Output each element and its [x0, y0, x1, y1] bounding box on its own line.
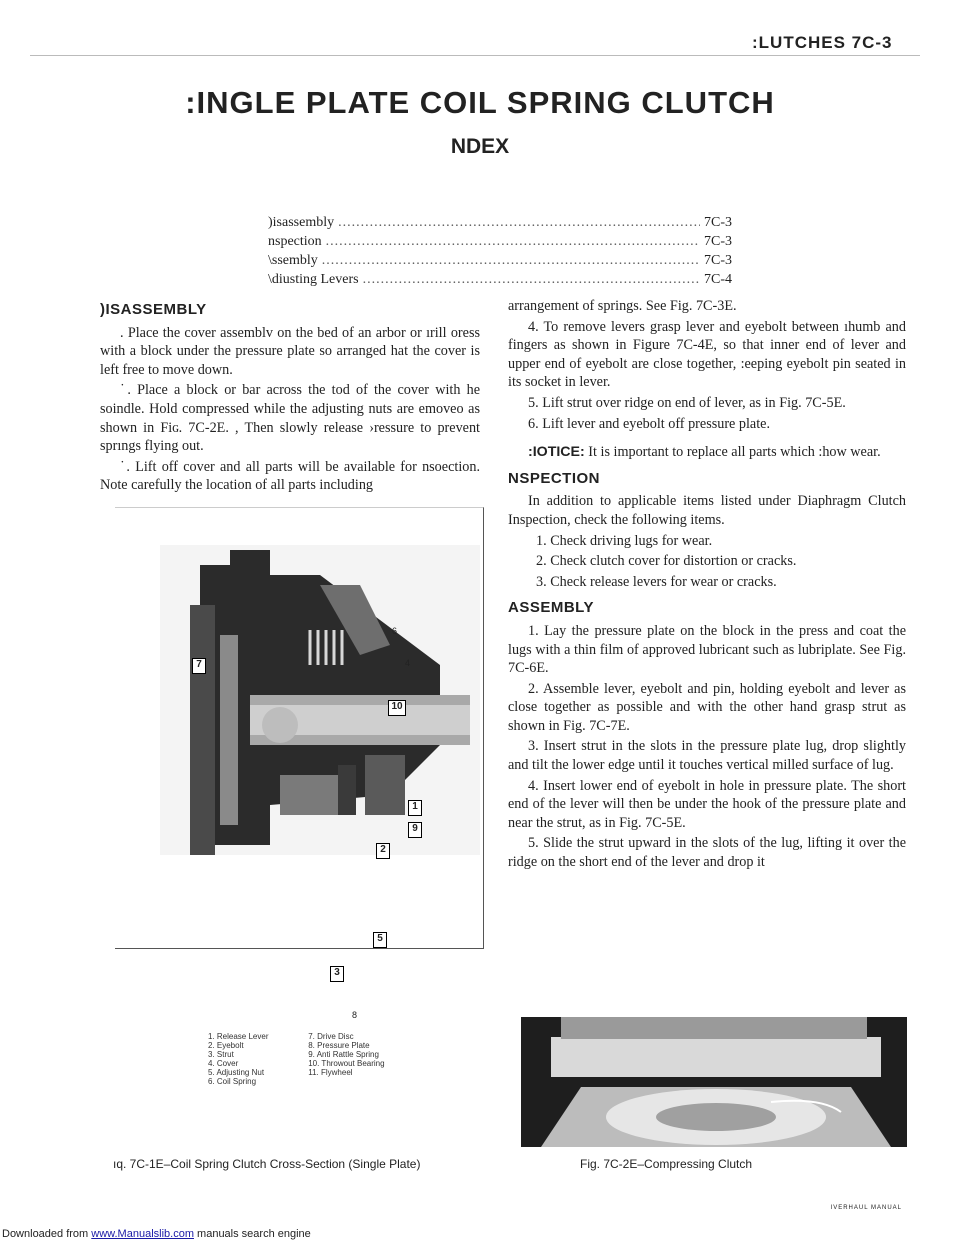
- index-entry[interactable]: [268, 253, 748, 272]
- footer-suffix: manuals search engine: [193, 1228, 311, 1240]
- legend-item: 10. Throwout Bearing: [308, 1059, 385, 1068]
- paragraph: 4. To remove levers grasp lever and eyebolt between ıhumb and fingers as shown in Figure 7C-4E, so that inner end of lever and upper end of eyebolt are close together, :eeping eyebolt pin seated in its socket in lever.: [508, 318, 906, 391]
- legend-item: 8. Pressure Plate: [308, 1041, 370, 1050]
- leader-dots: [326, 234, 700, 250]
- list-item: 4. Insert lower end of eyebolt in hole in pressure plate. The short end of the lever will then be under the hook of the pressure plate and near the strut, as in Fig. 7C-5E.: [508, 777, 906, 831]
- figure-legend: [208, 1032, 406, 1086]
- legend-item: 2. Eyebolt: [208, 1041, 244, 1050]
- list-item: 2. Assemble lever, eyebolt and pin, holding eyebolt and lever as close together as possible and with the other hand grasp strut as shown in Fig. 7C-7E.: [508, 680, 906, 734]
- index-entry-label: \diusting Levers: [268, 272, 359, 287]
- index-entry[interactable]: [268, 215, 748, 234]
- list-item: 5. Slide the strut upward in the slots of the lug, lifting it over the ridge on the short end of the lever and drop it: [508, 835, 906, 871]
- notice: [508, 443, 906, 462]
- notice-text: It is important to replace all parts which :how wear.: [584, 444, 881, 461]
- paragraph: ˙. Place a block or bar across the tod of the cover with he soindle. Hold compressed while the adjusting nuts are emoveo as shown in Fiɢ. 7C-2E. , Then slowly release ›ressure to prevent sprıngs flying out.: [100, 382, 480, 455]
- legend-item: 7. Drive Disc: [308, 1032, 354, 1041]
- callout-9: 9: [408, 822, 422, 838]
- list-item: 1. Lay the pressure plate on the block in the press and coat the lugs with a thin film of approved lubricant such as lubriplate. See Fig. 7C-6E.: [508, 622, 906, 677]
- legend-item: 5. Adjusting Nut: [208, 1068, 265, 1077]
- download-footer: [2, 1228, 311, 1240]
- legend-item: 1. Release Lever: [208, 1032, 269, 1041]
- leader-dots: [338, 215, 700, 231]
- header-rule: [30, 55, 920, 56]
- disassembly-section: [100, 297, 480, 497]
- callout-4: 4: [405, 658, 411, 668]
- callout-1: 1: [408, 800, 422, 816]
- index-list: [268, 215, 748, 291]
- paragraph: . Place the cover assemblv on the bed of an arbor or ırill oress with a block under the pressure plate so arranged hat the cover is left free to move down.: [100, 324, 480, 378]
- compressing-clutch-photo: [521, 1017, 907, 1147]
- paragraph: 6. Lift lever and eyebolt off pressure plate.: [528, 415, 771, 432]
- index-entry[interactable]: [268, 234, 748, 253]
- figure1-caption: ıq. 7C-1E–Coil Spring Clutch Cross-Section (Single Plate): [113, 1157, 421, 1171]
- legend-left: [208, 1032, 306, 1086]
- figure2-caption: Fig. 7C-2E–Compressing Clutch: [580, 1157, 753, 1171]
- callout-11: 11: [205, 935, 215, 945]
- paragraph: ˙. Lift off cover and all parts will be available for nsoection. Note carefully the location of all parts including: [100, 458, 480, 494]
- index-entry-label: nspection: [268, 234, 322, 249]
- index-entry-page: 7C-3: [704, 234, 732, 249]
- list-item: 2. Check clutch cover for distortion or cracks.: [536, 553, 797, 570]
- legend-item: 3. Strut: [208, 1050, 234, 1059]
- callout-3: 3: [330, 966, 344, 982]
- index-entry[interactable]: [268, 272, 748, 291]
- right-column: [508, 297, 906, 874]
- footer-prefix: Downloaded from: [2, 1228, 92, 1240]
- legend-item: 9. Anti Rattle Spring: [308, 1050, 379, 1059]
- list-item: 3. Check release levers for wear or cracks.: [536, 573, 777, 590]
- manualslib-link[interactable]: www.Manualslib.com: [91, 1228, 194, 1240]
- paragraph: arrangement of springs. See Fig. 7C-3E.: [508, 298, 737, 314]
- assembly-heading: ASSEMBLY: [508, 599, 594, 617]
- paragraph: In addition to applicable items listed under Diaphragm Clutch Inspection, check the following items.: [508, 493, 906, 528]
- legend-item: 4. Cover: [208, 1059, 239, 1068]
- manual-footer: IVERHAUL MANUAL: [830, 1205, 902, 1211]
- callout-6: 6: [392, 626, 398, 636]
- callout-7: 7: [192, 658, 206, 674]
- callout-10: 10: [388, 700, 406, 716]
- list-item: 3. Insert strut in the slots in the pressure plate lug, drop slightly and tilt the lower edge until it touches vertical milled surface of lug.: [508, 738, 906, 774]
- section-header: :LUTCHES 7C-3: [752, 33, 893, 52]
- inspection-heading: NSPECTION: [508, 469, 601, 487]
- callout-8: 8: [352, 1010, 358, 1020]
- clutch-cross-section-image: [160, 545, 480, 855]
- index-title: NDEX: [450, 135, 510, 158]
- index-entry-label: \ssembly: [268, 253, 318, 268]
- legend-item: 6. Coil Spring: [208, 1077, 257, 1086]
- legend-item: 11. Flywheel: [308, 1068, 353, 1077]
- callout-2: 2: [376, 843, 390, 859]
- index-entry-page: 7C-3: [704, 253, 732, 268]
- disassembly-heading: )ISASSEMBLY: [100, 301, 207, 318]
- list-item: 1. Check driving lugs for wear.: [536, 532, 713, 549]
- leader-dots: [322, 253, 700, 269]
- page-title: :INGLE PLATE COIL SPRING CLUTCH: [185, 85, 775, 120]
- legend-right: [308, 1032, 406, 1077]
- callout-5: 5: [373, 932, 387, 948]
- paragraph: 5. Lift strut over ridge on end of lever, as in Fig. 7C-5E.: [528, 394, 846, 411]
- index-entry-page: 7C-3: [704, 215, 732, 230]
- index-entry-label: )isassembly: [268, 215, 335, 230]
- index-entry-page: 7C-4: [704, 272, 732, 287]
- notice-label: :IOTICE:: [528, 444, 585, 461]
- leader-dots: [363, 272, 700, 288]
